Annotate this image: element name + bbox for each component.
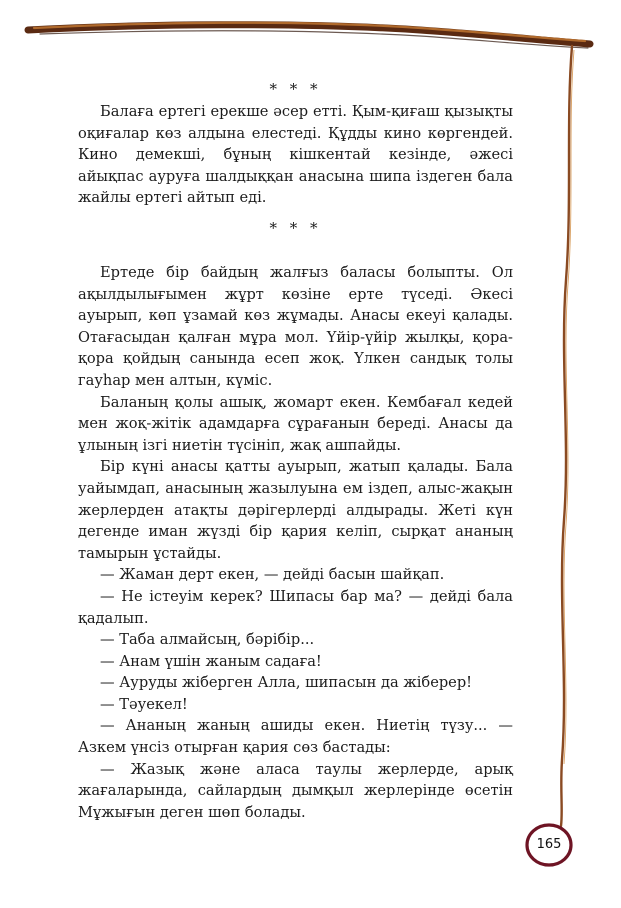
top-stick-shadow (40, 31, 588, 48)
dialogue-line: — Таба алмайсың, бәрібір... (100, 631, 315, 649)
dialogue-line: — Ауруды жіберген Алла, шипасын да жіберер! (100, 674, 473, 692)
right-string (561, 46, 572, 826)
tale-paragraph: Баланың қолы ашық, жомарт екен. Кембағал кедей мен жоқ-жітік адамдарға сұрағанын береді. Анасы да ұлының ізгі ниетін түсініп, жақ ашпайды. (78, 393, 513, 454)
dialogue-line: — Тәуекел! (100, 695, 188, 713)
section-separator: * * * (269, 80, 322, 98)
dialogue-line: — Ананың жаның ашиды екен. Ниетің түзу... — Азкем үнсіз отырған қария сөз бастады: (78, 717, 513, 757)
tale-paragraph: Бір күні анасы қатты ауырып, жатып қалады. Бала уайымдап, анасының жазылуына ем іздеп, алыс-жақын жерлерден атақты дәрігерлерді алдырады. Жеті күн дегенде иман жүзді бір қария келіп, сырқат ананың тамырын ұстайды. (78, 458, 513, 562)
top-stick-highlight (34, 23, 585, 41)
page-number: 165 (536, 837, 562, 852)
section-separator: * * * (269, 219, 322, 237)
top-stick (28, 25, 590, 44)
dialogue-line: — Жазық және аласа таулы жерлерде, арық жағаларында, сайлардың дымқыл жерлерінде өсетін Мұжығын деген шөп болады. (78, 760, 513, 821)
dialogue-line: — Не істеуім керек? Шипасы бар ма? — дейді бала қадалып. (78, 587, 513, 627)
right-string-tint (564, 50, 574, 764)
dialogue-line: — Анам үшін жаным садаға! (100, 652, 322, 670)
intro-paragraph (78, 101, 513, 209)
intro-text: Балаға ертегі ерекше әсер етті. Қым-қиғаш қызықты оқиғалар көз алдына елестеді. Құдды кино көргендей. Кино демекші, бұның кішкентай кезінде, әжесі айықпас ауруға шалдыққан анасына шипа іздеген бала жайлы ертегі айтып еді. (78, 103, 513, 207)
dialogue-line: — Жаман дерт екен, — дейді басын шайқап. (100, 566, 445, 584)
tale-body (78, 262, 513, 823)
tale-paragraph: Ертеде бір байдың жалғыз баласы болыпты. Ол ақылдылығымен жұрт көзіне ерте түседі. Әкесі ауырып, көп ұзамай көз жұмады. Анасы екеуі қалады. Отағасыдан қалған мұра мол. Үйір-үйір жылқы, қора-қора қойдың санында есеп жоқ. Үлкен сандық толы гауһар мен алтын, күміс. (78, 264, 513, 389)
